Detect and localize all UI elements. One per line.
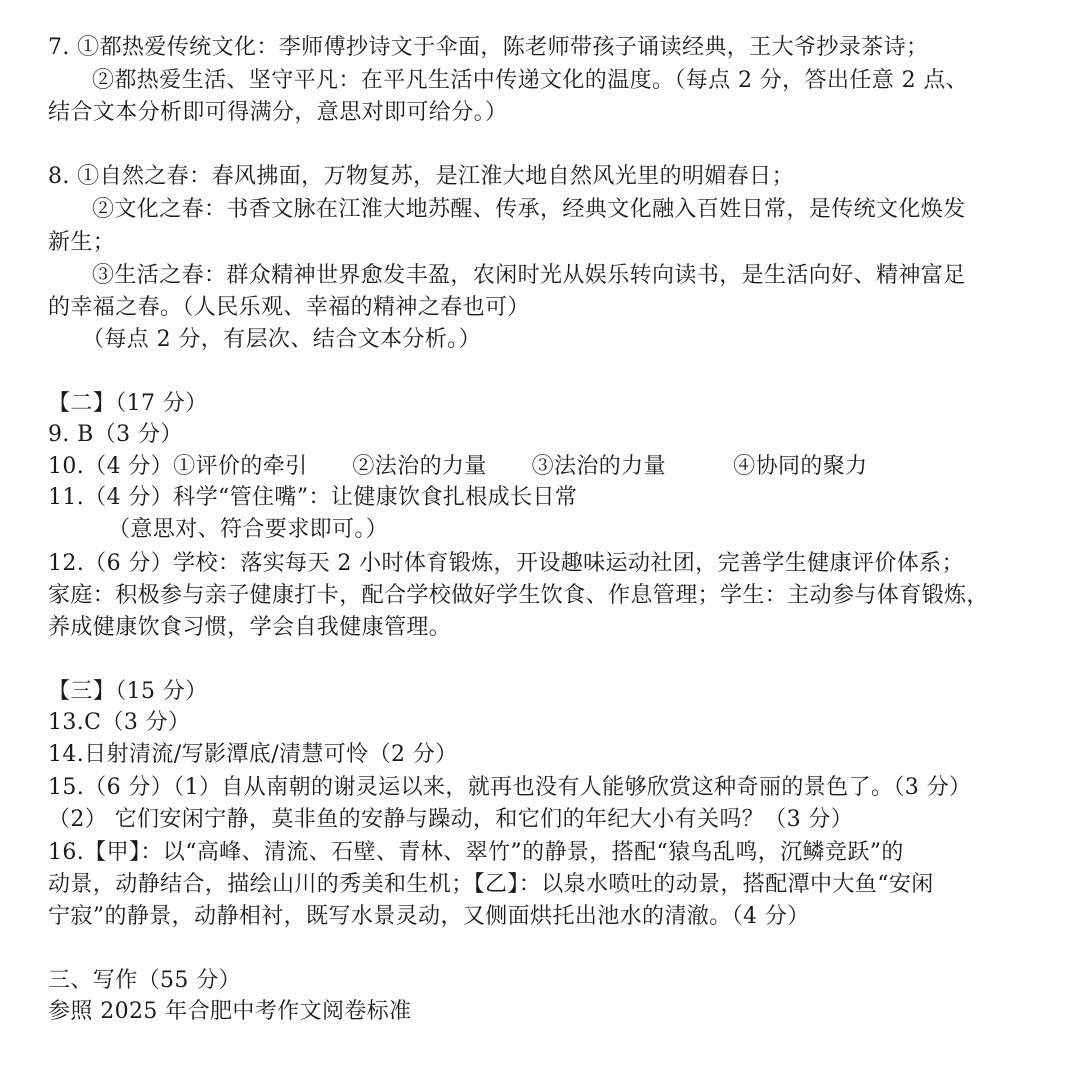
q8-line-2: ②文化之春：书香文脉在江淮大地苏醒、传承，经典文化融入百姓日常，是传统文化焕发	[92, 197, 966, 222]
q12-line-2: 家庭：积极参与亲子健康打卡，配合学校做好学生饮食、作息管理；学生：主动参与体育锻炼，	[48, 583, 989, 608]
q11-line-2: （意思对、符合要求即可。）	[108, 517, 389, 542]
q11-line-1: 11.（4 分）科学“管住嘴”：让健康饮食扎根成长日常	[48, 485, 578, 510]
writing-note: 参照 2025 年合肥中考作文阅卷标准	[48, 999, 412, 1024]
q14-answer: 14.日射清流/写影潭底/清慧可怜（2 分）	[48, 742, 458, 767]
section-3-header: 【三】（15 分）	[48, 679, 208, 704]
q9-answer: 9. B（3 分）	[48, 422, 183, 447]
q8-line-6: （每点 2 分，有层次、结合文本分析。）	[82, 327, 481, 352]
writing-header: 三、写作（55 分）	[48, 968, 241, 993]
q15-line-1: 15.（6 分）（1）自从南朝的谢灵运以来，就再也没有人能够欣赏这种奇丽的景色了。（3 分）	[48, 775, 972, 800]
q8-line-4: ③生活之春：群众精神世界愈发丰盈，农闲时光从娱乐转向读书，是生活向好、精神富足	[92, 263, 966, 288]
q10-answer: 10.（4 分）①评价的牵引 ②法治的力量 ③法治的力量 ④协同的聚力	[48, 454, 868, 479]
q8-line-5: 的幸福之春。（人民乐观、幸福的精神之春也可）	[48, 295, 530, 320]
q16-line-3: 宁寂”的静景，动静相衬，既写水景灵动，又侧面烘托出池水的清澈。（4 分）	[48, 904, 810, 929]
q13-answer: 13.C（3 分）	[48, 710, 191, 735]
q12-line-3: 养成健康饮食习惯，学会自我健康管理。	[48, 615, 452, 640]
q12-line-1: 12.（6 分）学校：落实每天 2 小时体育锻炼，开设趣味运动社团，完善学生健康评价体系；	[48, 551, 964, 576]
q8-line-3: 新生；	[48, 230, 116, 255]
q16-line-1: 16.【甲】：以“高峰、清流、石壁、青林、翠竹”的静景，搭配“猿鸟乱鸣，沉鳞竞跃”的	[48, 840, 904, 865]
q16-line-2: 动景，动静结合，描绘山川的秀美和生机；【乙】：以泉水喷吐的动景，搭配潭中大鱼“安闲	[48, 872, 934, 897]
q15-line-2: （2） 它们安闲宁静，莫非鱼的安静与躁动，和它们的年纪大小有关吗？（3 分）	[48, 807, 854, 832]
q7-line-3: 结合文本分析即可得满分，意思对即可给分。）	[48, 100, 508, 125]
section-2-header: 【二】（17 分）	[48, 391, 208, 416]
q7-line-2: ②都热爱生活、坚守平凡：在平凡生活中传递文化的温度。（每点 2 分，答出任意 2 点、	[92, 68, 969, 93]
q8-line-1: 8. ①自然之春：春风拂面，万物复苏，是江淮大地自然风光里的明媚春日；	[48, 164, 794, 189]
q7-line-1: 7. ①都热爱传统文化：李师傅抄诗文于伞面，陈老师带孩子诵读经典，王大爷抄录茶诗；	[48, 35, 929, 60]
